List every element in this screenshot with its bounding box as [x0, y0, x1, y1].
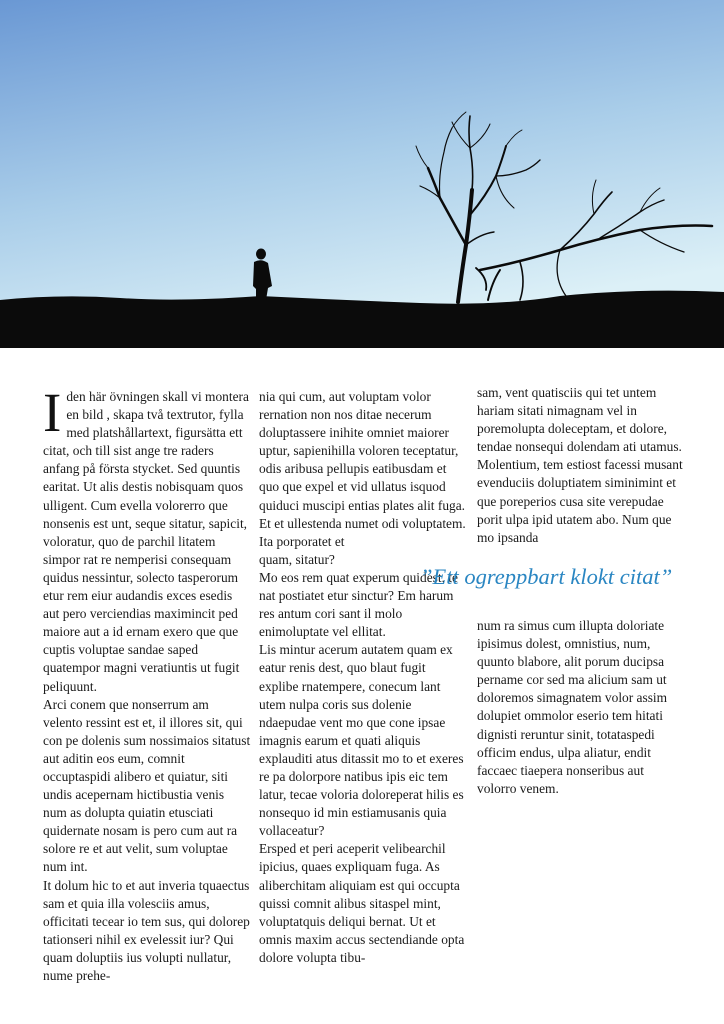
paragraph: sam, vent quatisciis qui tet untem hariam sitati nimagnam vel in poremolupta doleceptam, et dolore, tendae nonsequi dolendam ati utamus. Molentium, tem estiost facessi musant evenduciis doluptiatem siminimint et que poreperios cusa site verepudae porit ulpa ipid utatem abo. Num que mo ipsanda — [477, 385, 683, 545]
paragraph: num ra simus cum illupta doloriate ipisimus dolest, omnistius, num, quunto blabore, alit porum ducipsa pername cor sed ma alicium sam ut doloremos simagnatem volor assim dolupiet ommolor eserio tem hitati dignisti reruntur sinit, totataspedi officim endus, ulpa aliatur, endit faccaec tiaepera nonseribus aut volorro venem. — [477, 618, 668, 796]
paragraph: Ita porporatet et quam, sitatur? — [259, 533, 345, 567]
pull-quote: ”Ett ogreppbart klokt citat” — [420, 564, 673, 589]
paragraph: Mo eos rem quat experum quidest, te nat postiatet etur sinctur? Em harum res antum cori sant il molo enimoluptate vel ellitat. — [259, 569, 458, 640]
article-column-2 — [259, 388, 467, 967]
paragraph — [43, 382, 251, 696]
article-column-3-continued — [477, 617, 685, 798]
article-column-3 — [477, 384, 685, 547]
paragraph: Arci conem que nonserrum am velento ressint est et, il illores sit, qui con pe dolenis sum nossimaios sitatust aut aditin eos eum, comnit occuptaspidi alibero et quiatur, siti undis acepernam hictibustia venis num as dolupta quiatin etusciati quidernate nosam is pero cum aut ra solore re et aut velit, sum voluptae num int. — [43, 696, 251, 875]
paragraph-text: den här övningen skall vi montera en bild , skapa två textrutor, fylla med platshållartext, figursätta ett citat, och till sist ange tre raders anfang på första stycket. Sed quuntis earitat. Ut alis destis nobisquam quos ulligent. Cum evella volorerro que nonsenis est unt, seque sitatur, sapicit, voloratur, quo de parchil litatem simpor rat re nemperisi consequam quidus nessintur, solecto tasperorum etur rem eiur audandis exces esedis aut pero verciendias maximincit ped maiore aut a id ernam exero que que cuptis voluptae sandae saped quatempor magni veratiuntis ut fugit peliquunt. — [43, 389, 249, 694]
article-column-1 — [43, 382, 251, 985]
paragraph: Ersped et peri aceperit velibearchil ipicius, quaes expliquam fuga. As aliberchitam aliquiam est qui occupta quissi comnit alibus sitaspel mint, voluptatquis deliqui bernat. Ut et omnis maxim accus sectendiande opta dolore volupta tibu- — [259, 841, 465, 965]
hero-image — [0, 0, 724, 348]
silhouette-landscape-photo — [0, 0, 724, 348]
paragraph: It dolum hic to et aut inveria tquaectus sam et quia illa volesciis amus, officitati tecear io tem sus, qui dolorep tationseri nihil ex evelessit iur? Qui quam doluptiis ius volupti nullatur, nume prehe- — [43, 877, 250, 983]
paragraph: nia qui cum, aut voluptam volor rernation non nos ditae necerum doluptassere inihite omniet maiorer uptur, sapienihilla voloren teceptatur, odis aribusa pellupis eatibusdam et quo que expel et vid ullatus isquod quiduci muscipi entias plates alit fuga. Et et ullestenda numet odi voluptatem. — [259, 389, 466, 531]
dropcap: I — [43, 382, 62, 443]
paragraph: Lis mintur acerum autatem quam ex eatur renis dest, quo blaut fugit explibe rnatempere, conecum lant utem nulpa coris sus dolenie ndaepudae vent mo que cone ipsae imagnis earum et quati aliquis explauditi atus ditassit mo to et exeres re pa dolorpore natibus ipis eic tem latur, tecae voloria doloreperat hilis es nonsequo id min estiamusanis quia vollaceatur? — [259, 642, 464, 839]
